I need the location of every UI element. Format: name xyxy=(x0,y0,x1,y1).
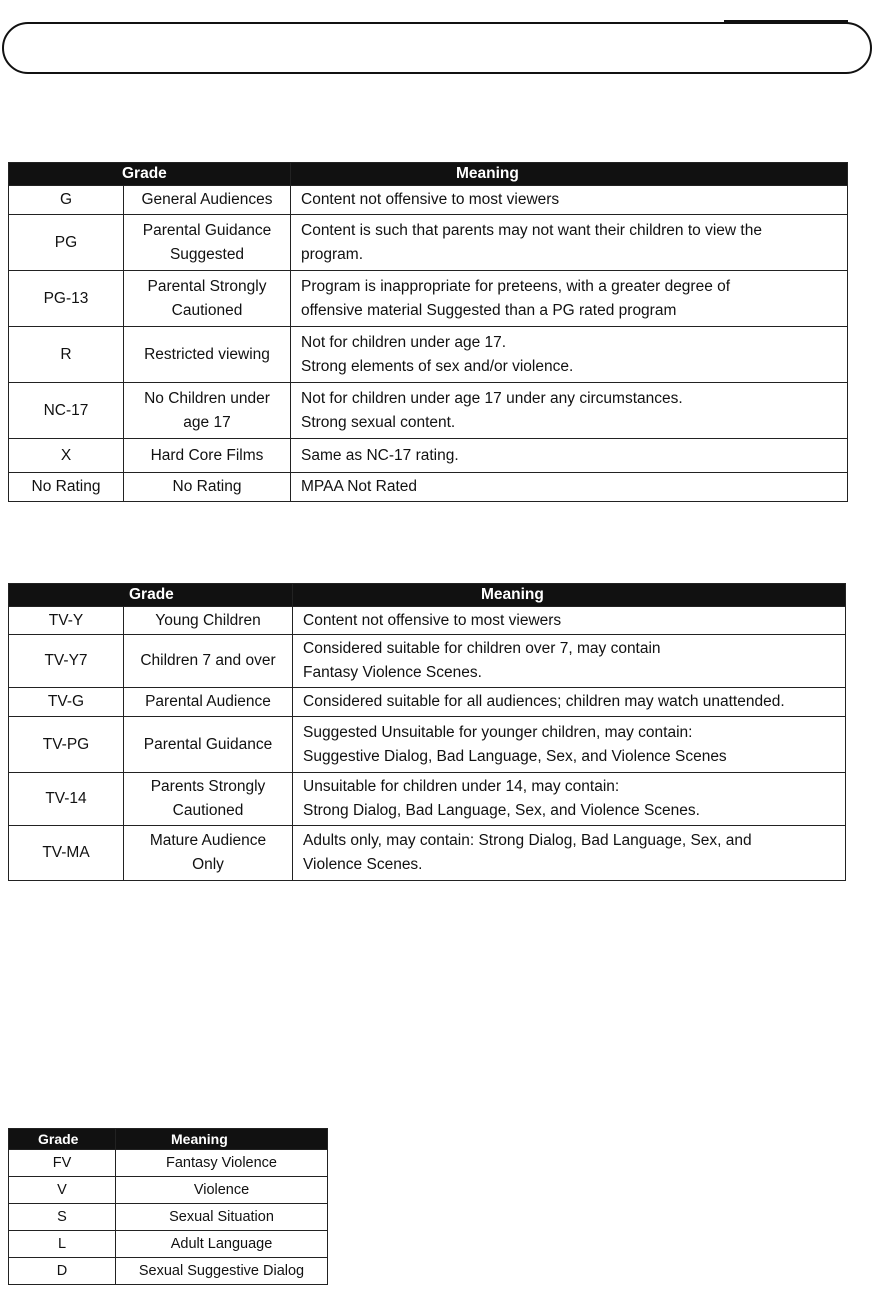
table-row xyxy=(9,1231,328,1258)
text-line: Considered suitable for all audiences; children may watch unattended. xyxy=(303,693,785,710)
text-line: Young Children xyxy=(155,611,261,629)
rating-meaning xyxy=(291,186,848,215)
table-header-row xyxy=(9,1129,328,1150)
table-row xyxy=(9,473,848,502)
rating-name xyxy=(124,327,291,383)
tv-rating-table xyxy=(8,583,846,881)
rating-name xyxy=(124,439,291,473)
content-descriptor-table xyxy=(8,1128,328,1285)
text-line: Fantasy Violence Scenes. xyxy=(303,664,482,681)
text-line: Strong sexual content. xyxy=(301,413,456,431)
rating-code: G xyxy=(9,186,124,215)
rating-name xyxy=(124,773,293,826)
rating-code: R xyxy=(9,327,124,383)
grade-header: Grade xyxy=(9,163,291,186)
mpaa-rating-table xyxy=(8,162,848,502)
descriptor-meaning: Adult Language xyxy=(116,1231,328,1258)
text-line: Restricted viewing xyxy=(144,345,270,363)
rating-meaning xyxy=(293,635,846,688)
text-line: Program is inappropriate for preteens, with a greater degree of xyxy=(301,277,731,295)
rating-name xyxy=(124,473,291,502)
rating-meaning xyxy=(293,717,846,773)
rating-meaning xyxy=(291,271,848,327)
table-row xyxy=(9,826,846,881)
text-line: program. xyxy=(301,245,364,263)
descriptor-code: FV xyxy=(9,1150,116,1177)
table-row xyxy=(9,717,846,773)
text-line: Content is such that parents may not want their children to view the xyxy=(301,221,762,239)
text-line: Cautioned xyxy=(171,301,243,319)
text-line: Parental Guidance xyxy=(143,735,273,753)
rating-code: TV-MA xyxy=(9,826,124,881)
rating-code: TV-PG xyxy=(9,717,124,773)
text-line: Children 7 and over xyxy=(140,652,276,669)
text-line: Content not offensive to most viewers xyxy=(301,191,560,208)
table-row xyxy=(9,607,846,635)
meaning-header: Meaning xyxy=(116,1129,328,1150)
text-line: Mature Audience xyxy=(149,832,267,849)
table-row xyxy=(9,186,848,215)
descriptor-meaning: Fantasy Violence xyxy=(116,1150,328,1177)
rating-meaning xyxy=(291,215,848,271)
descriptor-meaning: Violence xyxy=(116,1177,328,1204)
table-row xyxy=(9,383,848,439)
rating-name xyxy=(124,271,291,327)
text-line: General Audiences xyxy=(141,191,273,208)
rating-code: PG-13 xyxy=(9,271,124,327)
text-line: offensive material Suggested than a PG rated program xyxy=(301,301,677,319)
text-line: Not for children under age 17 under any circumstances. xyxy=(301,389,683,407)
rating-name xyxy=(124,826,293,881)
meaning-header: Meaning xyxy=(291,163,848,186)
table-row xyxy=(9,215,848,271)
text-line: Parental Strongly xyxy=(147,277,267,295)
rating-meaning xyxy=(291,473,848,502)
meaning-header: Meaning xyxy=(293,584,846,607)
text-line: Strong Dialog, Bad Language, Sex, and Violence Scenes. xyxy=(303,802,700,819)
text-line: Same as NC-17 rating. xyxy=(301,446,459,464)
table-row xyxy=(9,271,848,327)
rating-name xyxy=(124,635,293,688)
rating-code: TV-G xyxy=(9,688,124,717)
rating-name xyxy=(124,215,291,271)
descriptor-code: L xyxy=(9,1231,116,1258)
text-line: Adults only, may contain: Strong Dialog, Bad Language, Sex, and xyxy=(303,832,752,849)
table-row xyxy=(9,1204,328,1231)
descriptor-code: V xyxy=(9,1177,116,1204)
text-line: Suggestive Dialog, Bad Language, Sex, and Violence Scenes xyxy=(303,747,727,765)
rating-name xyxy=(124,607,293,635)
text-line: Violence Scenes. xyxy=(303,856,423,873)
table-header-row xyxy=(9,584,846,607)
rating-name xyxy=(124,186,291,215)
header-bar xyxy=(724,20,848,24)
table-row xyxy=(9,327,848,383)
descriptor-meaning: Sexual Situation xyxy=(116,1204,328,1231)
rating-code: NC-17 xyxy=(9,383,124,439)
rating-meaning xyxy=(291,439,848,473)
rating-name xyxy=(124,383,291,439)
rating-meaning xyxy=(291,327,848,383)
text-line: Suggested Unsuitable for younger children, may contain: xyxy=(303,723,693,741)
table-row xyxy=(9,688,846,717)
rating-meaning xyxy=(293,688,846,717)
text-line: Not for children under age 17. xyxy=(301,333,507,351)
rating-meaning xyxy=(291,383,848,439)
text-line: Parental Audience xyxy=(145,693,271,710)
descriptor-code: S xyxy=(9,1204,116,1231)
text-line: Unsuitable for children under 14, may contain: xyxy=(303,778,620,795)
table-row xyxy=(9,773,846,826)
rating-code: TV-Y7 xyxy=(9,635,124,688)
text-line: Hard Core Films xyxy=(150,446,264,464)
text-line: Suggested xyxy=(169,245,245,263)
table-row xyxy=(9,1258,328,1285)
rating-name xyxy=(124,717,293,773)
table-row xyxy=(9,635,846,688)
grade-header: Grade xyxy=(9,584,293,607)
descriptor-code: D xyxy=(9,1258,116,1285)
rating-meaning xyxy=(293,773,846,826)
text-line: Cautioned xyxy=(172,802,244,819)
rating-code: No Rating xyxy=(9,473,124,502)
table-header-row xyxy=(9,163,848,186)
descriptor-meaning: Sexual Suggestive Dialog xyxy=(116,1258,328,1285)
rating-meaning xyxy=(293,826,846,881)
table-row xyxy=(9,1177,328,1204)
text-line: No Children under xyxy=(144,389,270,407)
rating-name xyxy=(124,688,293,717)
text-line: Parental Guidance xyxy=(142,221,272,239)
rating-code: X xyxy=(9,439,124,473)
text-line: Only xyxy=(192,856,224,873)
grade-header: Grade xyxy=(9,1129,116,1150)
table-row xyxy=(9,1150,328,1177)
rating-code: TV-Y xyxy=(9,607,124,635)
text-line: Considered suitable for children over 7, may contain xyxy=(303,640,661,657)
section-header-banner xyxy=(2,22,872,74)
text-line: age 17 xyxy=(183,413,231,431)
rating-meaning xyxy=(293,607,846,635)
text-line: Parents Strongly xyxy=(150,778,266,795)
text-line: Content not offensive to most viewers xyxy=(303,611,562,629)
text-line: Strong elements of sex and/or violence. xyxy=(301,357,574,375)
rating-code: TV-14 xyxy=(9,773,124,826)
table-row xyxy=(9,439,848,473)
text-line: No Rating xyxy=(172,478,242,495)
text-line: MPAA Not Rated xyxy=(301,478,418,495)
rating-code: PG xyxy=(9,215,124,271)
